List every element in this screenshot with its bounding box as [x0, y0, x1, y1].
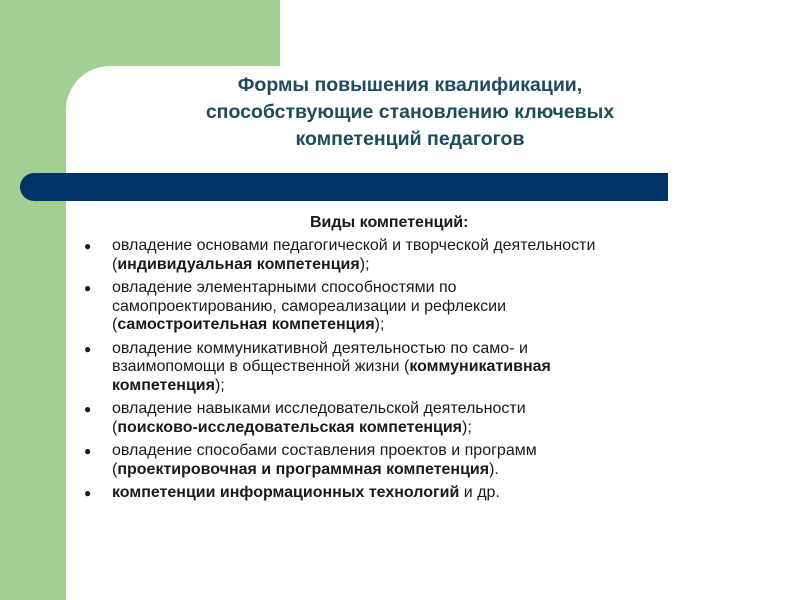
list-item-line: [112, 442, 680, 461]
title-line-1: Формы повышения квалификации,: [237, 74, 583, 96]
competency-name: компетенция: [112, 376, 215, 394]
competency-name: коммуникативная: [409, 358, 551, 375]
item-text: (: [112, 316, 118, 333]
item-text: (: [112, 255, 118, 273]
list-item: [80, 279, 680, 335]
list-item-line: [112, 279, 680, 298]
competency-name: индивидуальная компетенция: [117, 255, 360, 273]
list-item-line: [112, 419, 680, 438]
list-item-line: [112, 316, 680, 335]
list-item-line: [112, 358, 680, 377]
item-text: );: [359, 255, 370, 273]
item-text: );: [462, 418, 472, 436]
list-item: [80, 237, 680, 274]
list-item-line: [112, 298, 680, 317]
item-text: овладение основами педагогической и творческой деятельности: [112, 237, 596, 254]
list-item-line: [112, 237, 680, 256]
list-item: [80, 400, 680, 437]
list-item-line: [112, 400, 680, 419]
item-text: (: [112, 418, 118, 436]
list-item-line: [112, 484, 680, 503]
title-divider-bar: [20, 173, 668, 201]
competency-list: [80, 237, 680, 508]
item-text: и др.: [459, 484, 500, 501]
list-item-line: [112, 461, 680, 480]
competency-name: поисково-исследовательская компетенция: [117, 418, 463, 436]
bullet-icon: ●: [84, 486, 92, 500]
bullet-icon: ●: [84, 402, 92, 416]
bullet-icon: ●: [84, 341, 92, 356]
competency-name: проектировочная и программная компетенция: [117, 460, 490, 478]
bullet-icon: ●: [84, 281, 92, 295]
item-text: );: [214, 376, 225, 394]
competency-name: самостроительная компетенция: [117, 316, 375, 333]
list-item: [80, 442, 680, 479]
list-item: [80, 484, 680, 503]
item-text: самопроектированию, самореализации и рефлексии: [112, 297, 507, 315]
competency-name: компетенции информационных технологий: [112, 484, 460, 501]
list-heading: Виды компетенций:: [310, 214, 469, 231]
title-line-3: компетенций педагогов: [295, 128, 525, 150]
list-item: [80, 340, 680, 396]
title-line-2: способствующие становлению ключевых: [205, 101, 615, 123]
item-text: ).: [489, 460, 499, 478]
bullet-icon: ●: [84, 239, 92, 253]
item-text: овладение элементарными способностями по: [112, 279, 457, 296]
item-text: овладение навыками исследовательской деятельности: [112, 400, 526, 417]
list-item-line: [112, 256, 680, 275]
item-text: (: [112, 460, 118, 478]
list-item-line: [112, 340, 680, 359]
item-text: );: [374, 316, 385, 333]
list-item-line: [112, 377, 680, 396]
item-text: овладение коммуникативной деятельностью по само- и: [112, 339, 528, 357]
item-text: овладение способами составления проектов и программ: [112, 442, 537, 459]
slide-title: [120, 72, 700, 153]
bullet-icon: ●: [84, 444, 92, 458]
item-text: взаимопомощи в общественной жизни (: [112, 358, 410, 375]
